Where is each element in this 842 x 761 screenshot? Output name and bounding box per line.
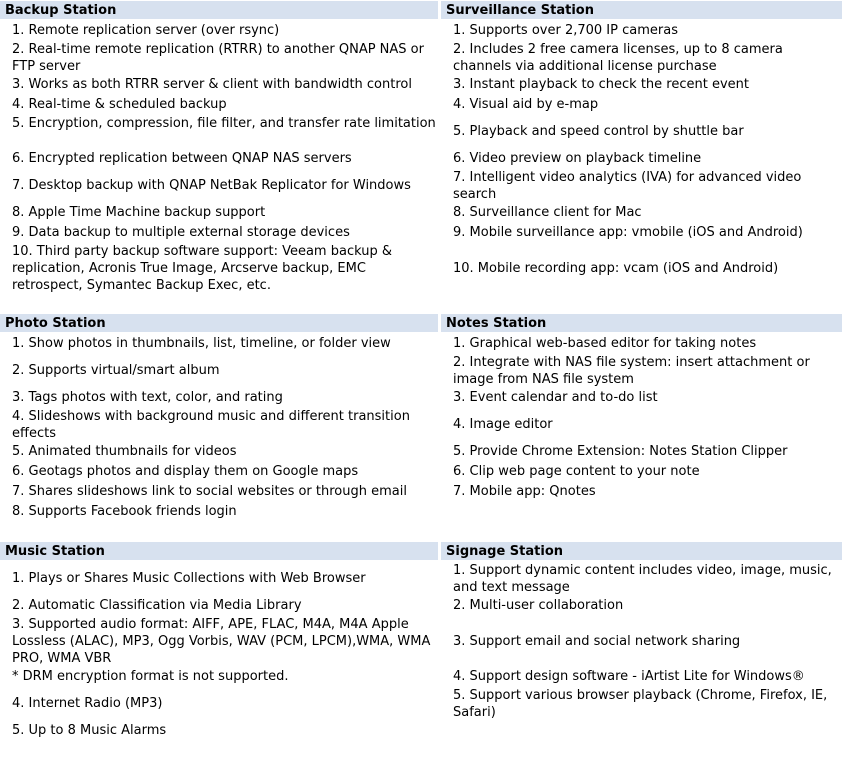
backup-item-1: 1. Remote replication server (over rsync) bbox=[12, 23, 280, 38]
notes-item-4: 4. Image editor bbox=[453, 417, 553, 432]
backup-item-7: 7. Desktop backup with QNAP NetBak Replicator for Windows bbox=[12, 178, 411, 193]
backup-item-9: 9. Data backup to multiple external storage devices bbox=[12, 225, 350, 240]
surveillance-item-5: 5. Playback and speed control by shuttle bar bbox=[453, 124, 744, 139]
music-item-4: 4. Internet Radio (MP3) bbox=[12, 696, 163, 711]
surveillance-item-3: 3. Instant playback to check the recent event bbox=[453, 77, 750, 92]
music-item-5: 5. Up to 8 Music Alarms bbox=[12, 723, 167, 738]
surveillance-item-4: 4. Visual aid by e-map bbox=[453, 97, 599, 112]
photo-item-5: 5. Animated thumbnails for videos bbox=[12, 444, 237, 459]
photo-item-6: 6. Geotags photos and display them on Google maps bbox=[12, 464, 359, 479]
notes-item-2: 2. Integrate with NAS file system: insert attachment or image from NAS file system bbox=[453, 355, 810, 387]
music-drm-note: * DRM encryption format is not supported. bbox=[12, 669, 289, 684]
notes-item-1: 1. Graphical web-based editor for taking notes bbox=[453, 336, 757, 351]
notes-station-header: Notes Station bbox=[441, 314, 842, 332]
photo-item-4: 4. Slideshows with background music and different transition effects bbox=[12, 409, 410, 441]
photo-item-1: 1. Show photos in thumbnails, list, timeline, or folder view bbox=[12, 336, 391, 351]
music-item-1: 1. Plays or Shares Music Collections with Web Browser bbox=[12, 571, 366, 586]
surveillance-item-10: 10. Mobile recording app: vcam (iOS and Android) bbox=[453, 261, 779, 276]
surveillance-item-1: 1. Supports over 2,700 IP cameras bbox=[453, 23, 678, 38]
backup-station-header: Backup Station bbox=[0, 1, 438, 19]
surveillance-item-7: 7. Intelligent video analytics (IVA) for advanced video search bbox=[453, 170, 802, 202]
signage-item-2: 2. Multi-user collaboration bbox=[453, 598, 624, 613]
signage-item-1: 1. Support dynamic content includes video, image, music, and text message bbox=[453, 563, 832, 595]
photo-item-8: 8. Supports Facebook friends login bbox=[12, 504, 237, 519]
signage-item-4: 4. Support design software - iArtist Lite for Windows® bbox=[453, 669, 805, 684]
photo-item-3: 3. Tags photos with text, color, and rating bbox=[12, 390, 283, 405]
surveillance-item-9: 9. Mobile surveillance app: vmobile (iOS and Android) bbox=[453, 225, 803, 240]
backup-item-8: 8. Apple Time Machine backup support bbox=[12, 205, 266, 220]
surveillance-station-header: Surveillance Station bbox=[441, 1, 842, 19]
backup-item-3: 3. Works as both RTRR server & client with bandwidth control bbox=[12, 77, 412, 92]
signage-item-5: 5. Support various browser playback (Chrome, Firefox, IE, Safari) bbox=[453, 688, 828, 720]
music-item-3: 3. Supported audio format: AIFF, APE, FLAC, M4A, M4A Apple Lossless (ALAC), MP3, Ogg Vorbis, WAV (PCM, LPCM),WMA, WMA PRO, WMA VBR bbox=[12, 617, 431, 666]
notes-item-6: 6. Clip web page content to your note bbox=[453, 464, 700, 479]
photo-item-2: 2. Supports virtual/smart album bbox=[12, 363, 220, 378]
notes-item-3: 3. Event calendar and to-do list bbox=[453, 390, 658, 405]
backup-item-10: 10. Third party backup software support: Veeam backup & replication, Acronis True Image, Arcserve backup, EMC retrospect, Symantec Backup Exec, etc. bbox=[12, 244, 392, 293]
backup-item-2: 2. Real-time remote replication (RTRR) to another QNAP NAS or FTP server bbox=[12, 42, 424, 74]
backup-item-6: 6. Encrypted replication between QNAP NAS servers bbox=[12, 151, 352, 166]
surveillance-item-8: 8. Surveillance client for Mac bbox=[453, 205, 642, 220]
music-item-2: 2. Automatic Classification via Media Library bbox=[12, 598, 302, 613]
photo-station-header: Photo Station bbox=[0, 314, 438, 332]
backup-item-4: 4. Real-time & scheduled backup bbox=[12, 97, 227, 112]
surveillance-item-6: 6. Video preview on playback timeline bbox=[453, 151, 702, 166]
photo-item-7: 7. Shares slideshows link to social websites or through email bbox=[12, 484, 407, 499]
signage-station-header: Signage Station bbox=[441, 542, 842, 560]
backup-item-5: 5. Encryption, compression, file filter, and transfer rate limitation bbox=[12, 116, 436, 131]
surveillance-item-2: 2. Includes 2 free camera licenses, up to 8 camera channels via additional license purchase bbox=[453, 42, 783, 74]
music-station-header: Music Station bbox=[0, 542, 438, 560]
signage-item-3: 3. Support email and social network sharing bbox=[453, 634, 741, 649]
notes-item-7: 7. Mobile app: Qnotes bbox=[453, 484, 596, 499]
notes-item-5: 5. Provide Chrome Extension: Notes Station Clipper bbox=[453, 444, 788, 459]
